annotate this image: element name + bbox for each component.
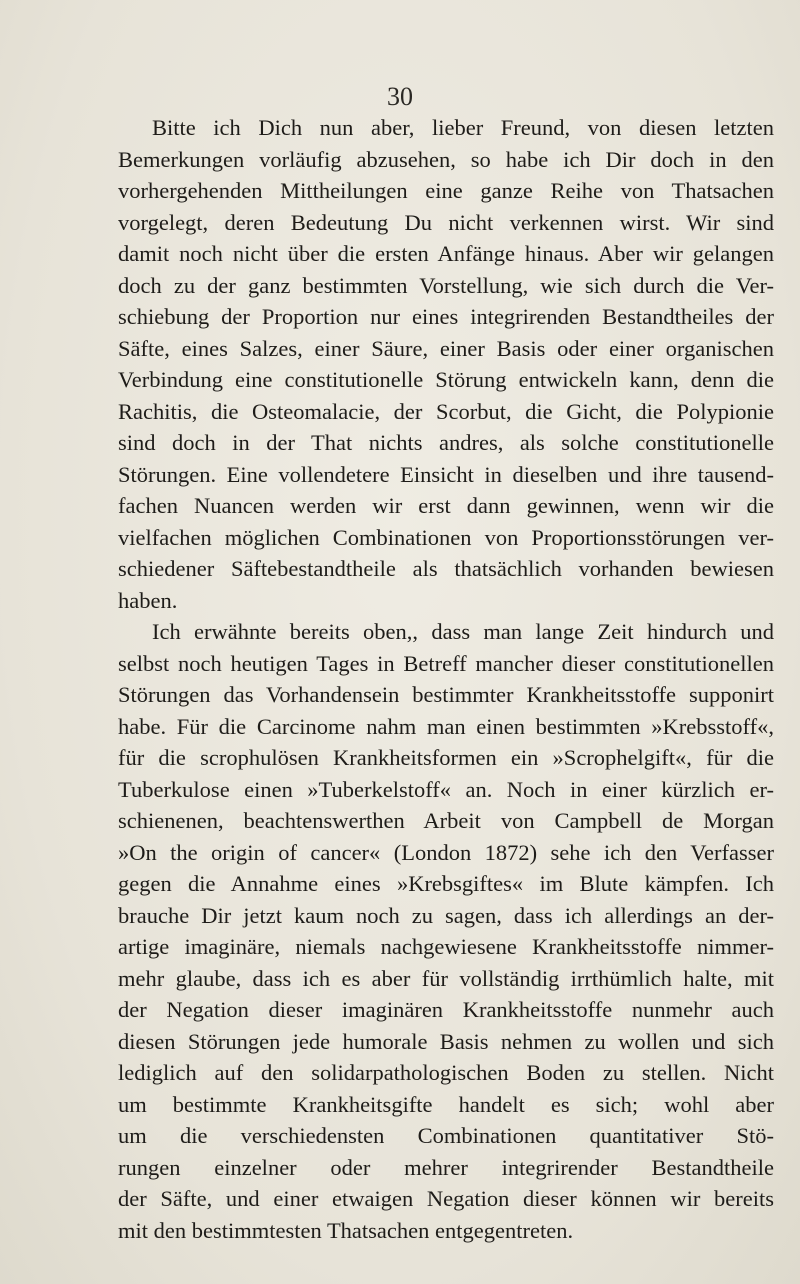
text-line: Bemerkungen vorläufig abzusehen, so habe ich Dir doch in den [118,146,774,172]
page-number: 30 [387,82,413,111]
text-line: »On the origin of cancer« (London 1872) sehe ich den Verfasser [118,839,774,865]
paragraph [118,112,774,616]
text-line: vorgelegt, deren Bedeutung Du nicht verkennen wirst. Wir sind [118,209,774,235]
text-line: fachen Nuancen werden wir erst dann gewinnen, wenn wir die [118,493,774,518]
text-line: mit den bestimmtesten Thatsachen entgegentreten. [118,1217,574,1243]
text-line: um die verschiedensten Combinationen quantitativer Stö- [118,1123,774,1148]
text-line: selbst noch heutigen Tages in Betreff mancher dieser constitutionellen [118,650,774,676]
text-line: Ich erwähnte bereits oben,, dass man lange Zeit hindurch und [152,619,774,644]
text-line: mehr glaube, dass ich es aber für vollständig irrthümlich halte, mit [118,965,774,991]
body-text [118,112,774,1246]
paragraph [118,616,774,1246]
text-line: um bestimmte Krankheitsgifte handelt es sich; wohl aber [118,1091,774,1117]
text-line: haben. [118,587,178,613]
text-line: Störungen. Eine vollendetere Einsicht in dieselben und ihre tausend- [118,461,774,487]
text-line: rungen einzelner oder mehrer integrirender Bestandtheile [118,1154,774,1180]
text-line: Bitte ich Dich nun aber, lieber Freund, von diesen letzten [152,115,774,140]
text-line: der Negation dieser imaginären Krankheitsstoffe nunmehr auch [118,997,774,1022]
text-line: Rachitis, die Osteomalacie, der Scorbut, die Gicht, die Polypionie [118,398,774,424]
text-line: vorhergehenden Mittheilungen eine ganze Reihe von Thatsachen [118,178,774,203]
text-line: habe. Für die Carcinome nahm man einen bestimmten »Krebsstoff«, [118,713,774,739]
text-line: schienenen, beachtenswerthen Arbeit von Campbell de Morgan [118,808,774,833]
text-line: Verbindung eine constitutionelle Störung entwickeln kann, denn die [118,367,774,392]
text-line: diesen Störungen jede humorale Basis nehmen zu wollen und sich [118,1028,774,1054]
text-line: sind doch in der That nichts andres, als solche constitutionelle [118,430,774,455]
text-line: der Säfte, und einer etwaigen Negation dieser können wir bereits [118,1186,774,1211]
text-line: damit noch nicht über die ersten Anfänge hinaus. Aber wir gelangen [118,241,774,266]
text-line: Tuberkulose einen »Tuberkelstoff« an. Noch in einer kürzlich er- [118,776,774,802]
text-line: artige imaginäre, niemals nachgewiesene Krankheitsstoffe nimmer- [118,934,774,959]
text-line: Säfte, eines Salzes, einer Säure, einer Basis oder einer organischen [118,335,774,361]
text-line: schiedener Säftebestandtheile als thatsächlich vorhanden bewiesen [118,556,774,581]
text-line: brauche Dir jetzt kaum noch zu sagen, dass ich allerdings an der- [118,902,774,928]
text-line: vielfachen möglichen Combinationen von Proportionsstörungen ver- [118,524,774,550]
text-line: gegen die Annahme eines »Krebsgiftes« im Blute kämpfen. Ich [118,871,774,896]
text-line: lediglich auf den solidarpathologischen Boden zu stellen. Nicht [118,1060,774,1085]
text-line: schiebung der Proportion nur eines integrirenden Bestandtheiles der [118,304,774,329]
text-line: Störungen das Vorhandensein bestimmter Krankheitsstoffe supponirt [118,682,774,707]
text-line: doch zu der ganz bestimmten Vorstellung, wie sich durch die Ver- [118,272,774,298]
text-line: für die scrophulösen Krankheitsformen ein »Scrophelgift«, für die [118,745,774,770]
